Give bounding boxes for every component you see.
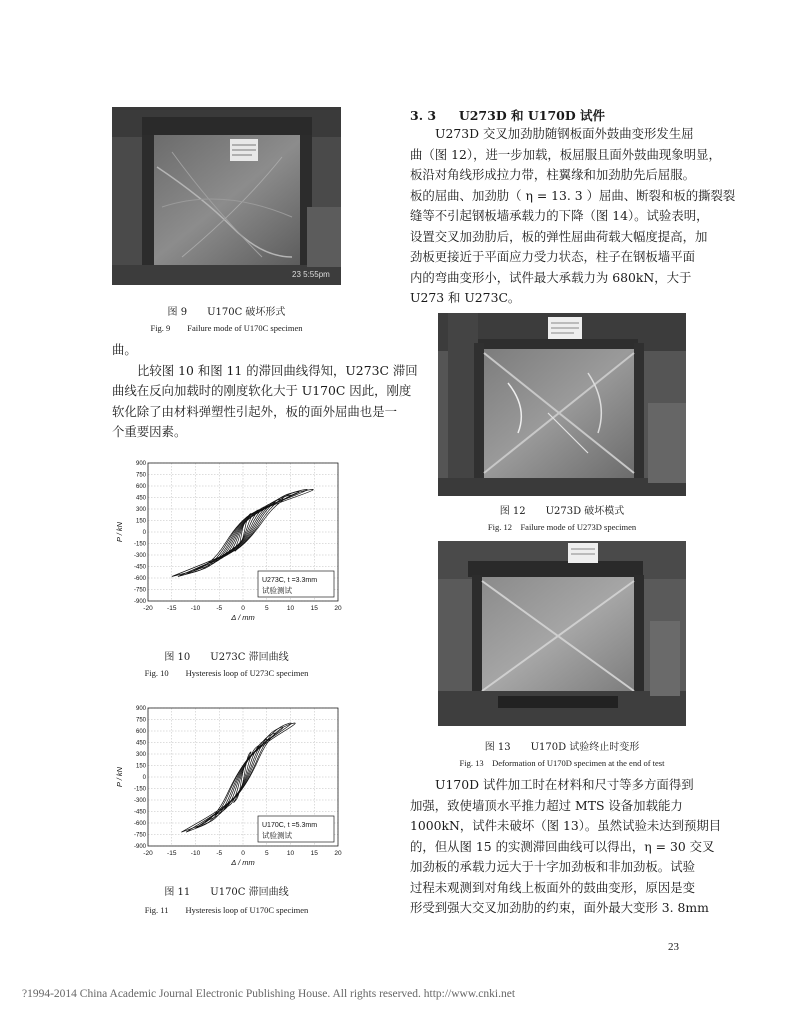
x-tick-label: -10 bbox=[190, 605, 201, 612]
right-para2-line: U170D 试件加工时在材料和尺寸等多方面得到 bbox=[435, 777, 694, 792]
y-tick-label: 750 bbox=[135, 472, 146, 479]
y-tick-label: -600 bbox=[133, 576, 146, 583]
y-tick-label: 0 bbox=[142, 530, 146, 537]
y-tick-label: -450 bbox=[133, 564, 146, 571]
fig11-caption-cn: 图 11 U170C 滞回曲线 bbox=[164, 887, 289, 898]
y-tick-label: 600 bbox=[135, 729, 146, 736]
x-tick-label: -10 bbox=[190, 850, 201, 857]
left-para-line: 曲。 bbox=[112, 342, 137, 357]
y-tick-label: 900 bbox=[135, 706, 146, 713]
y-tick-label: -150 bbox=[133, 786, 146, 793]
y-tick-label: 150 bbox=[135, 763, 146, 770]
legend-label: U170C, t =5.3mm bbox=[262, 822, 318, 829]
x-tick-label: 0 bbox=[241, 605, 245, 612]
right-para-line: 板的屈曲、加劲肋（ η = 13. 3 ）屈曲、断裂和板的撕裂裂 bbox=[410, 187, 736, 203]
y-tick-label: 600 bbox=[135, 484, 146, 491]
y-tick-label: -750 bbox=[133, 832, 146, 839]
fig11-chart bbox=[112, 700, 352, 875]
x-tick-label: 10 bbox=[286, 850, 295, 857]
copyright-footer: ?1994-2014 China Academic Journal Electronic Publishing House. All rights reserved. http://www.cnki.net bbox=[22, 988, 516, 1000]
legend-label-2: 试验测试 bbox=[262, 586, 292, 595]
right-para-line: 设置交叉加劲肋后，板的弹性屈曲荷载大幅度提高，加 bbox=[410, 228, 708, 244]
y-tick-label: 300 bbox=[135, 752, 146, 759]
left-para-line: 比较图 10 和图 11 的滞回曲线得知，U273C 滞回 bbox=[137, 362, 418, 378]
fig12-caption-cn: 图 12 U273D 破坏模式 bbox=[499, 506, 625, 517]
right-para-line: 缝等不引起钢板墙承载力的下降（图 14）。试验表明， bbox=[410, 208, 709, 223]
y-tick-label: 450 bbox=[135, 495, 146, 502]
x-tick-label: 15 bbox=[310, 850, 318, 857]
right-paragraph-1 bbox=[410, 124, 735, 309]
y-tick-label: 900 bbox=[135, 461, 146, 468]
right-para-line: 劲板更接近于平面应力受力状态，柱子在钢板墙平面 bbox=[410, 249, 695, 264]
x-tick-label: -15 bbox=[167, 605, 177, 612]
fig10-caption-en: Fig. 10 Hysteresis loop of U273C specimen bbox=[144, 668, 309, 678]
x-tick-label: -5 bbox=[216, 850, 223, 857]
x-tick-label: 5 bbox=[264, 850, 269, 857]
y-tick-label: -150 bbox=[133, 541, 146, 548]
y-axis-label: P / kN bbox=[115, 766, 124, 788]
right-para-line: 曲（图 12），进一步加载，板屈服且面外鼓曲现象明显， bbox=[410, 146, 721, 162]
hysteresis-loop bbox=[172, 489, 314, 576]
y-tick-label: -600 bbox=[133, 821, 146, 828]
right-para-line: 板沿对角线形成拉力带，柱翼缘和加劲肋先后屈服。 bbox=[410, 167, 695, 182]
hysteresis-loop bbox=[194, 495, 291, 570]
legend-label: U273C, t =3.3mm bbox=[262, 577, 318, 584]
fig9-photo bbox=[112, 107, 341, 285]
y-tick-label: -300 bbox=[133, 798, 146, 805]
photo9-label: 23 5:55pm bbox=[292, 270, 330, 279]
legend-label-2: 试验测试 bbox=[262, 831, 292, 840]
y-tick-label: -900 bbox=[133, 599, 146, 606]
fig10-caption-cn: 图 10 U273C 滞回曲线 bbox=[164, 652, 289, 663]
fig12-photo bbox=[438, 313, 686, 496]
hysteresis-loop bbox=[178, 489, 307, 576]
left-para-line: 软化除了由材料弹塑性引起外，板的面外屈曲也是一 bbox=[112, 403, 397, 419]
section-number: 3. 3 bbox=[410, 108, 437, 123]
right-para-line: U273D 交叉加劲肋随钢板面外鼓曲变形发生屈 bbox=[435, 126, 694, 141]
right-paragraph-2 bbox=[410, 775, 721, 919]
right-para-line: U273 和 U273C。 bbox=[410, 290, 521, 305]
fig13-caption-en: Fig. 13 Deformation of U170D specimen at the end of test bbox=[459, 758, 665, 768]
y-tick-label: 150 bbox=[135, 518, 146, 525]
fig13-photo bbox=[438, 541, 686, 726]
hysteresis-loop bbox=[186, 492, 299, 575]
left-paragraph bbox=[112, 340, 418, 443]
x-tick-label: 15 bbox=[310, 605, 318, 612]
x-tick-label: -15 bbox=[167, 850, 177, 857]
x-tick-label: -20 bbox=[143, 605, 153, 612]
section-heading bbox=[410, 106, 605, 124]
fig9-caption-cn: 图 9 U170C 破坏形式 bbox=[167, 307, 286, 318]
section-title: U273D 和 U170D 试件 bbox=[458, 108, 606, 123]
y-tick-label: 0 bbox=[142, 775, 146, 782]
fig13-caption-cn: 图 13 U170D 试验终止时变形 bbox=[484, 742, 640, 753]
fig12-caption-en: Fig. 12 Failure mode of U273D specimen bbox=[487, 522, 637, 532]
y-tick-label: 300 bbox=[135, 507, 146, 514]
y-tick-label: 450 bbox=[135, 740, 146, 747]
y-tick-label: -900 bbox=[133, 844, 146, 851]
x-tick-label: 10 bbox=[286, 605, 295, 612]
x-tick-label: -5 bbox=[216, 605, 223, 612]
y-tick-label: -450 bbox=[133, 809, 146, 816]
right-para2-line: 过程未观测到对角线上板面外的鼓曲变形，原因是变 bbox=[410, 879, 695, 895]
x-tick-label: 20 bbox=[334, 850, 342, 857]
x-tick-label: 5 bbox=[264, 605, 269, 612]
fig10-chart bbox=[112, 455, 352, 630]
x-axis-label: Δ / mm bbox=[231, 613, 255, 622]
left-para-line: 个重要因素。 bbox=[112, 424, 187, 439]
right-para2-line: 形受到强大交叉加劲肋的约束，面外最大变形 3. 8mm bbox=[410, 900, 709, 915]
right-para2-line: 加强，致使墙顶水平推力超过 MTS 设备加载能力 bbox=[410, 797, 683, 813]
right-para2-line: 加劲板的承载力远大于十字加劲板和非加劲板。试验 bbox=[410, 859, 695, 874]
page-number: 23 bbox=[668, 941, 679, 953]
left-para-line: 曲线在反向加载时的刚度软化大于 U170C 因此，刚度 bbox=[112, 383, 412, 398]
fig9-caption-en: Fig. 9 Failure mode of U170C specimen bbox=[150, 323, 303, 333]
y-axis-label: P / kN bbox=[115, 521, 124, 543]
right-para2-line: 1000kN，试件未破坏（图 13）。虽然试验未达到预期目 bbox=[410, 818, 722, 833]
x-tick-label: 0 bbox=[241, 850, 245, 857]
right-para-line: 内的弯曲变形小，试件最大承载力为 680kN，大于 bbox=[410, 269, 692, 285]
x-tick-label: 20 bbox=[334, 605, 342, 612]
x-axis-label: Δ / mm bbox=[231, 858, 255, 867]
y-tick-label: -750 bbox=[133, 587, 146, 594]
y-tick-label: -300 bbox=[133, 553, 146, 560]
fig11-caption-en: Fig. 11 Hysteresis loop of U170C specimen bbox=[144, 905, 309, 915]
y-tick-label: 750 bbox=[135, 717, 146, 724]
x-tick-label: -20 bbox=[143, 850, 153, 857]
right-para2-line: 的，但从图 15 的实测滞回曲线可以得出，η = 30 交叉 bbox=[410, 838, 715, 854]
